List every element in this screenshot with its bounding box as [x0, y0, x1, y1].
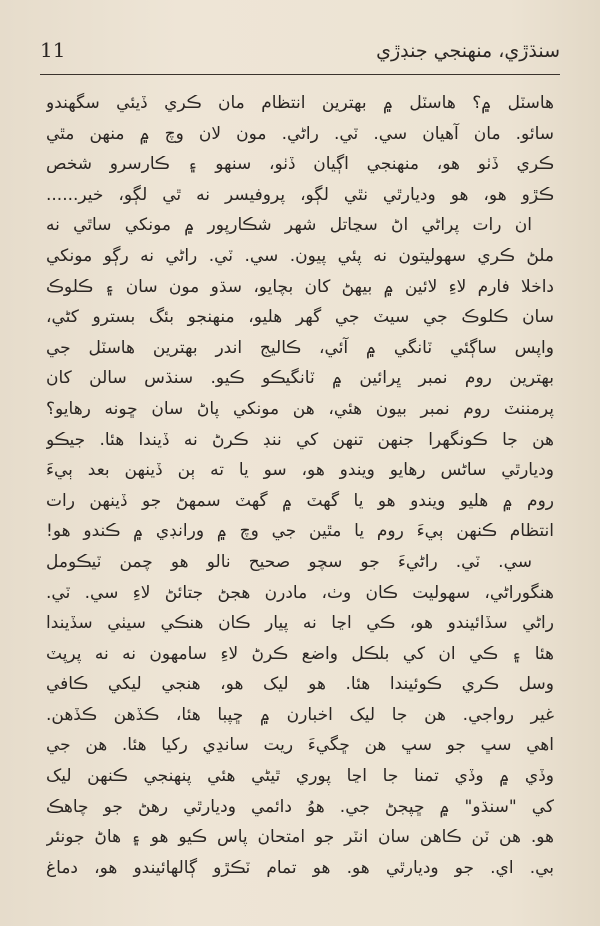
header-rule — [40, 74, 560, 75]
text-line: ڪڙو هو، هو وديارٿي نٿي لڳو، پروفيسر نه ٿي لڳو، خير...... — [46, 184, 554, 205]
text-line: واپس ساڳئي ٽانگي ۾ آئي، ڪاليج اندر بهترين هاسٽل جي — [46, 337, 554, 358]
text-line: پرمننٽ روم نمبر بيون هئي، هن مونکي پاڻ سان ڇونه رهايو؟ — [46, 398, 554, 419]
text-line: ڪري ڏٺو هو، منهنجي اڳيان ڏٺو، سنهو ۽ ڪارسرو شخص — [46, 154, 554, 175]
text-line: ملڻ ڪري سهوليتون نه پئي پيون. سي. ٽي. راڻي نه رڳو مونکي — [46, 245, 554, 266]
text-line: بي. اي. جو وديارٿي هو. هو تمام ٽڪڙو ڳالهائيندو هو، دماغ — [46, 857, 554, 878]
text-line: هنگوراڻي، سهوليت ڪان وٺ، مادرن هجڻ جتائڻ لاءِ سي. ٽي. — [46, 582, 554, 603]
text-line: سان ڪلوڪ جي سيٽ جي گهر هليو، منهنجو بئگ بسترو کڻي، — [46, 307, 554, 328]
text-line: هن جا ڪونگهرا جنهن تنهن کي ننڊ ڪرڻ نه ڏيندا هئا. جيڪو — [46, 429, 554, 450]
text-line: وڏي ۾ وڏي تمنا جا اڃا پوري ٿيڻي هئي پنهنجي ڪنهن ليک — [46, 766, 554, 787]
page-number: 11 — [40, 38, 66, 62]
text-line: داخلا فارم لاءِ لائين ۾ بيهڻ کان بچايو، سڌو مون سان ۽ ڪلوڪ — [46, 276, 554, 297]
text-line: وديارٿي ساڻس رهايو ويندو هو، سو يا ته ٻن ڏينهن بعد ٻيءَ — [46, 460, 554, 481]
running-title: سنڌڙي، منهنجي جنڊڙي — [376, 40, 560, 62]
text-line: هو. هن ٽن ڪاهن سان انٽر جو امتحان پاس ڪيو هو ۽ هاڻ جونئر — [46, 827, 554, 848]
text-line: انتظام ڪنهن ٻيءَ روم يا مٿين جي وچ ۾ ورانڊي ۾ ڪندو هو! — [46, 521, 554, 542]
text-line: هئا ۽ ڪي ان کي بلڪل واضع ڪرڻ لاءِ سامهون نه نه پرپٽ — [46, 643, 554, 664]
text-line: روم ۾ هليو ويندو هو يا گهٽ ۾ گهٽ سمهڻ جو ڏينهن رات — [46, 490, 554, 511]
text-line: وسل ڪري ڪوئيندا هئا. هو ليک هو، هنجي ليکي ڪافي — [46, 674, 554, 695]
text-line: غير رواجي. هن جا ليک اخبارن ۾ ڇپبا هئا، ڪڏهن ڪڏهن. — [46, 704, 554, 725]
text-line: کي "سنڌو" ۾ ڇپجڻ جي. هوُ دائمي وديارٿي رهڻ جو چاهڪ — [46, 796, 554, 817]
page-header — [40, 36, 560, 70]
text-line: بهترين روم نمبر ڀرائين ۾ ٽانگيڪو ڪيو. سنڌس سالن کان — [46, 368, 554, 389]
page-body-text — [46, 88, 554, 883]
text-line: هاسٽل ۾؟ هاسٽل ۾ بهترين انتظام مان ڪري ڏيئي سگهندو — [46, 93, 554, 113]
text-line: سي. ٽي. راڻيءَ جو سچو صحيح نالو هو چمن ٽيڪومل — [46, 551, 532, 572]
text-line: سائو. مان آهيان سي. ٽي. راڻي. مون لان وچ ۾ منهن مٿي — [46, 123, 554, 144]
text-line: ان رات پراڻي اڻ سڃاتل شهر شڪارپور ۾ مونکي ساٿي نه — [46, 215, 532, 236]
text-line: راڻي سڏائيندو هو، ڪي اڃا نه پيار ڪان هنڪي سيٺي سڏيندا — [46, 613, 554, 634]
text-line: اهي سڀ جو سڀ هن ڇگيءَ ريت سانڍي رکيا هئا. هن جي — [46, 735, 554, 756]
